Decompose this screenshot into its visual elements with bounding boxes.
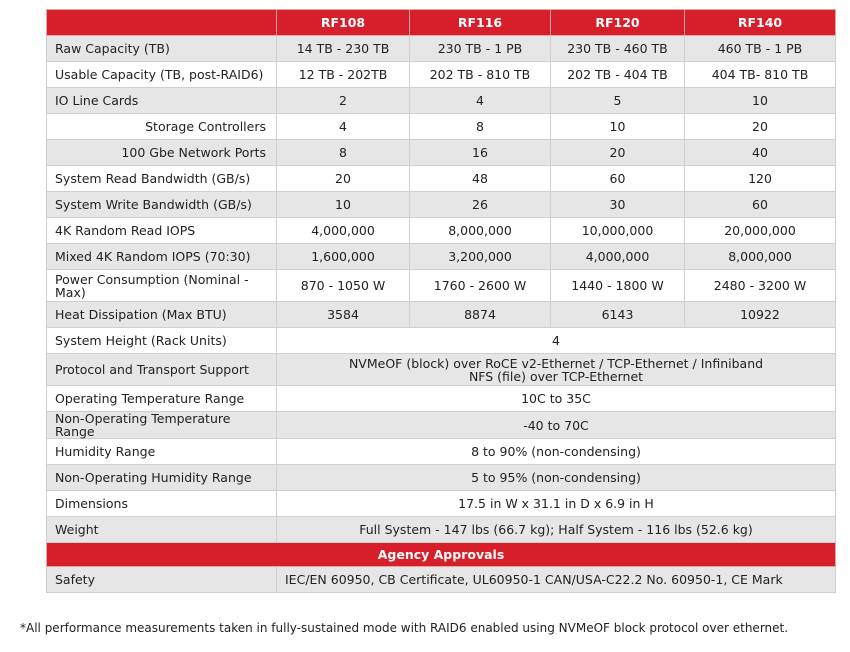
table-row [47, 36, 836, 62]
cell-rf140: 10922 [685, 302, 836, 328]
cell-rf116: 8,000,000 [410, 218, 551, 244]
header-rf140: RF140 [685, 10, 836, 36]
cell-rf120: 20 [551, 140, 685, 166]
cell-rf120: 30 [551, 192, 685, 218]
cell-rf116: 1760 - 2600 W [410, 270, 551, 302]
cell-rf108: 3584 [277, 302, 410, 328]
table-row [47, 465, 836, 491]
merged-value: 5 to 95% (non-condensing) [277, 465, 836, 491]
table-row [47, 386, 836, 412]
header-rf120: RF120 [551, 10, 685, 36]
table-row [47, 354, 836, 386]
cell-rf108: 4,000,000 [277, 218, 410, 244]
header-row [47, 10, 836, 36]
table-row [47, 270, 836, 302]
row-label: System Write Bandwidth (GB/s) [47, 192, 277, 218]
header-blank [47, 10, 277, 36]
row-label: Storage Controllers [47, 114, 277, 140]
table-row [47, 114, 836, 140]
cell-rf108: 12 TB - 202TB [277, 62, 410, 88]
cell-rf116: 4 [410, 88, 551, 114]
protocol-line-1: NVMeOF (block) over RoCE v2-Ethernet / TCP-Ethernet / Infiniband [348, 355, 764, 371]
cell-rf108: 10 [277, 192, 410, 218]
cell-rf120: 4,000,000 [551, 244, 685, 270]
agency-approvals-header: Agency Approvals [47, 543, 836, 567]
cell-rf108: 1,600,000 [277, 244, 410, 270]
row-label: IO Line Cards [47, 88, 277, 114]
cell-rf108: 20 [277, 166, 410, 192]
row-label: Heat Dissipation (Max BTU) [47, 302, 277, 328]
table-row [47, 192, 836, 218]
cell-rf120: 10,000,000 [551, 218, 685, 244]
header-rf116: RF116 [410, 10, 551, 36]
cell-rf116: 8 [410, 114, 551, 140]
table-row [47, 302, 836, 328]
row-label: Usable Capacity (TB, post-RAID6) [47, 62, 277, 88]
cell-rf108: 4 [277, 114, 410, 140]
cell-rf108: 870 - 1050 W [277, 270, 410, 302]
table-row [47, 517, 836, 543]
table-row [47, 166, 836, 192]
table-row [47, 439, 836, 465]
cell-rf140: 20,000,000 [685, 218, 836, 244]
row-label: Raw Capacity (TB) [47, 36, 277, 62]
merged-value: 8 to 90% (non-condensing) [277, 439, 836, 465]
table-row [47, 140, 836, 166]
row-label: Non-Operating Humidity Range [47, 465, 277, 491]
row-label: System Read Bandwidth (GB/s) [47, 166, 277, 192]
row-label: Power Consumption (Nominal - Max) [47, 270, 277, 302]
cell-rf108: 2 [277, 88, 410, 114]
table-row [47, 62, 836, 88]
cell-rf140: 40 [685, 140, 836, 166]
protocol-line-2: NFS (file) over TCP-Ethernet [468, 368, 644, 384]
cell-rf116: 26 [410, 192, 551, 218]
header-rf108: RF108 [277, 10, 410, 36]
merged-value: 10C to 35C [277, 386, 836, 412]
cell-rf116: 16 [410, 140, 551, 166]
cell-rf140: 8,000,000 [685, 244, 836, 270]
cell-rf140: 60 [685, 192, 836, 218]
cell-rf120: 1440 - 1800 W [551, 270, 685, 302]
row-label: Dimensions [47, 491, 277, 517]
merged-value: 4 [277, 328, 836, 354]
row-label: Weight [47, 517, 277, 543]
row-label: System Height (Rack Units) [47, 328, 277, 354]
table-row [47, 567, 836, 593]
cell-rf120: 202 TB - 404 TB [551, 62, 685, 88]
cell-rf140: 120 [685, 166, 836, 192]
row-label: Safety [47, 567, 277, 593]
spec-table [46, 9, 836, 593]
cell-rf120: 230 TB - 460 TB [551, 36, 685, 62]
cell-rf116: 202 TB - 810 TB [410, 62, 551, 88]
safety-value: IEC/EN 60950, CB Certificate, UL60950-1 CAN/USA-C22.2 No. 60950-1, CE Mark [277, 567, 836, 593]
cell-rf116: 48 [410, 166, 551, 192]
cell-rf116: 230 TB - 1 PB [410, 36, 551, 62]
cell-rf108: 8 [277, 140, 410, 166]
row-label: Mixed 4K Random IOPS (70:30) [47, 244, 277, 270]
cell-rf140: 2480 - 3200 W [685, 270, 836, 302]
cell-rf120: 10 [551, 114, 685, 140]
cell-rf140: 460 TB - 1 PB [685, 36, 836, 62]
cell-rf116: 3,200,000 [410, 244, 551, 270]
merged-value: -40 to 70C [277, 412, 836, 439]
cell-rf116: 8874 [410, 302, 551, 328]
cell-rf120: 60 [551, 166, 685, 192]
cell-rf140: 10 [685, 88, 836, 114]
merged-value: Full System - 147 lbs (66.7 kg); Half System - 116 lbs (52.6 kg) [277, 517, 836, 543]
row-label: Operating Temperature Range [47, 386, 277, 412]
footnote: *All performance measurements taken in fully-sustained mode with RAID6 enabled using NVMeOF block protocol over ethernet. [20, 621, 789, 635]
row-label: 100 Gbe Network Ports [47, 140, 277, 166]
merged-value [277, 354, 836, 386]
table-row [47, 328, 836, 354]
table-row [47, 218, 836, 244]
cell-rf120: 6143 [551, 302, 685, 328]
cell-rf108: 14 TB - 230 TB [277, 36, 410, 62]
cell-rf120: 5 [551, 88, 685, 114]
table-row [47, 491, 836, 517]
row-label: 4K Random Read IOPS [47, 218, 277, 244]
row-label: Protocol and Transport Support [47, 354, 277, 386]
table-row [47, 244, 836, 270]
row-label: Non-Operating Temperature Range [47, 412, 277, 439]
table-row [47, 412, 836, 439]
section-header-row [47, 543, 836, 567]
table-row [47, 88, 836, 114]
merged-value: 17.5 in W x 31.1 in D x 6.9 in H [277, 491, 836, 517]
row-label: Humidity Range [47, 439, 277, 465]
cell-rf140: 404 TB- 810 TB [685, 62, 836, 88]
cell-rf140: 20 [685, 114, 836, 140]
